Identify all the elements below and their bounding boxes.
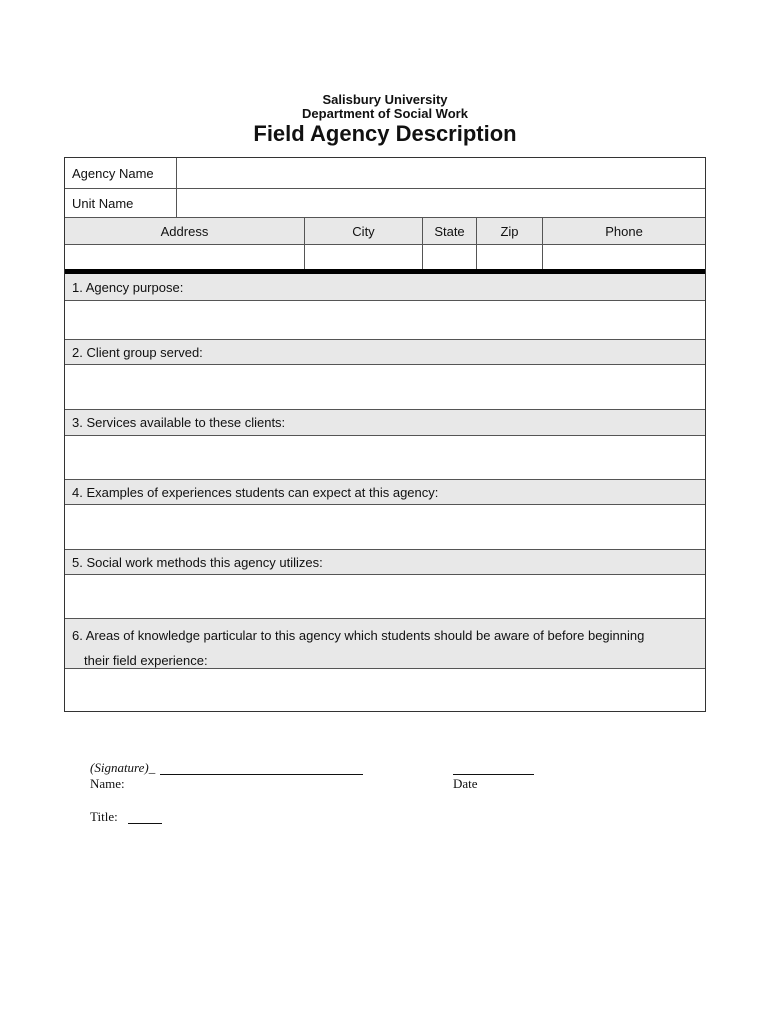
question-6-label-line1: 6. Areas of knowledge particular to this agency which students should be aware of before beginning — [72, 628, 645, 643]
city-field[interactable] — [305, 245, 423, 269]
unit-name-row — [65, 188, 705, 217]
state-label: State — [423, 218, 477, 244]
question-6-label-row — [65, 618, 705, 668]
question-1-answer[interactable] — [65, 300, 705, 339]
page-title: Field Agency Description — [253, 121, 517, 146]
date-line[interactable] — [453, 774, 534, 775]
address-label: Address — [65, 218, 305, 244]
question-2-label-row — [65, 339, 705, 364]
document-header — [0, 92, 770, 146]
phone-field[interactable] — [543, 245, 705, 269]
phone-label: Phone — [605, 223, 643, 239]
question-5-answer[interactable] — [65, 574, 705, 618]
unit-name-field[interactable] — [177, 189, 705, 217]
question-6-answer[interactable] — [65, 668, 705, 711]
title-label: Title: — [90, 809, 118, 824]
question-3-label: 3. Services available to these clients: — [72, 415, 286, 430]
unit-name-label: Unit Name — [65, 189, 177, 217]
question-2-label: 2. Client group served: — [72, 344, 203, 360]
university-name: Salisbury University — [322, 92, 448, 107]
agency-name-label: Agency Name — [65, 158, 177, 188]
zip-label: Zip — [477, 218, 543, 244]
question-2-answer[interactable] — [65, 364, 705, 409]
state-field[interactable] — [423, 245, 477, 269]
question-3-answer[interactable] — [65, 435, 705, 479]
agency-form — [64, 157, 706, 712]
title-line[interactable] — [128, 823, 162, 824]
question-3-label-row — [65, 409, 705, 435]
address-field[interactable] — [65, 245, 305, 269]
signature-label: (Signature)_ — [90, 760, 156, 775]
address-values-row — [65, 244, 705, 269]
date-label: Date — [453, 776, 478, 791]
question-5-label: 5. Social work methods this agency utilizes: — [72, 554, 323, 570]
agency-name-row — [65, 158, 705, 188]
question-6-label — [65, 619, 705, 673]
address-header-row — [65, 217, 705, 244]
city-label: City — [305, 218, 423, 244]
agency-name-field[interactable] — [177, 158, 705, 188]
question-4-answer[interactable] — [65, 504, 705, 549]
signature-line[interactable] — [160, 774, 363, 775]
question-1-label-row — [65, 274, 705, 300]
department-name: Department of Social Work — [302, 106, 468, 121]
question-6-label-line2: their field experience: — [84, 653, 208, 668]
zip-field[interactable] — [477, 245, 543, 269]
question-5-label-row — [65, 549, 705, 574]
name-label: Name: — [90, 776, 125, 791]
question-4-label: 4. Examples of experiences students can expect at this agency: — [72, 484, 439, 500]
question-4-label-row — [65, 479, 705, 504]
question-1-label: 1. Agency purpose: — [72, 279, 184, 295]
